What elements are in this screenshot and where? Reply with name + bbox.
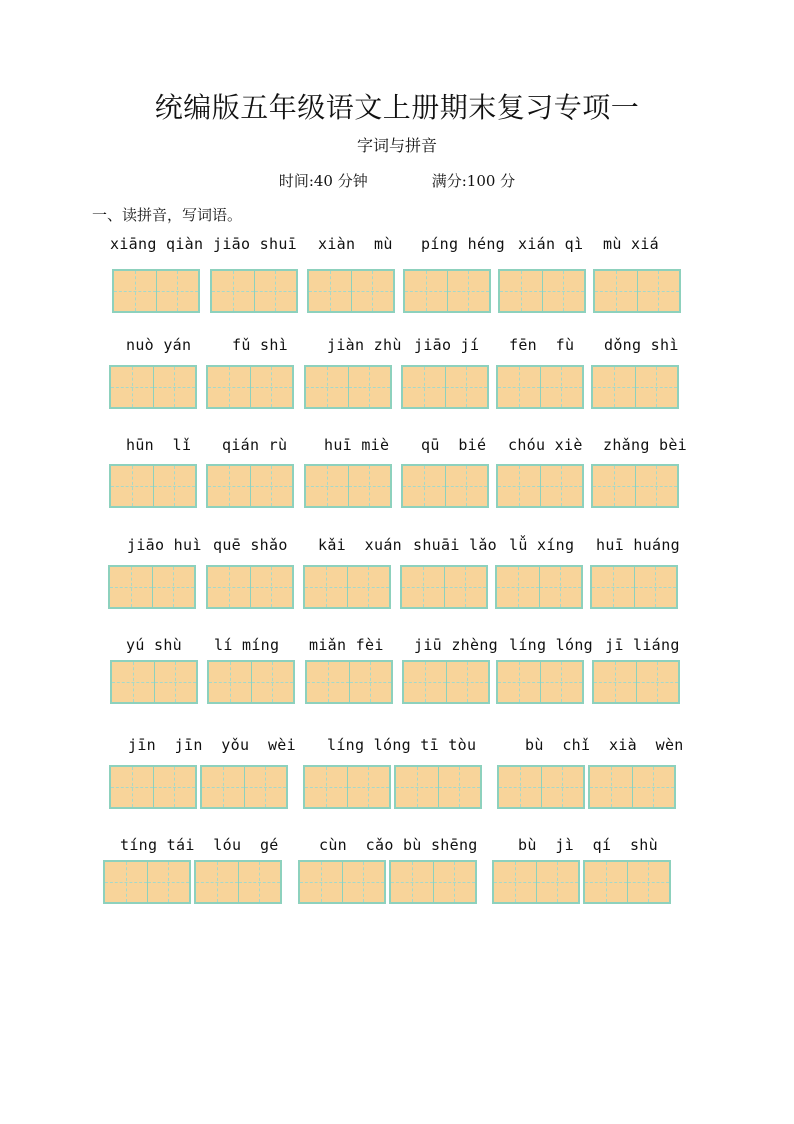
grid-cell[interactable] xyxy=(541,767,584,807)
pinyin-label: jiū zhèng xyxy=(414,636,498,654)
pinyin-label: lí míng xyxy=(214,636,280,654)
grid-cell[interactable] xyxy=(305,767,347,807)
pinyin-label: qián rù xyxy=(222,436,288,454)
grid-cell[interactable] xyxy=(632,767,675,807)
writing-grid[interactable] xyxy=(498,269,586,313)
pinyin-label: kǎi xuán xyxy=(318,536,402,554)
grid-cell[interactable] xyxy=(403,367,445,407)
grid-cell[interactable] xyxy=(111,367,153,407)
pinyin-label: píng héng xyxy=(421,235,505,253)
grid-cell[interactable] xyxy=(154,662,197,702)
writing-grid[interactable] xyxy=(403,269,491,313)
writing-grid[interactable] xyxy=(591,365,679,409)
grid-cell[interactable] xyxy=(499,767,541,807)
writing-grid[interactable] xyxy=(400,565,488,609)
grid-cell[interactable] xyxy=(110,567,152,607)
grid-cell[interactable] xyxy=(112,662,154,702)
grid-cell[interactable] xyxy=(244,767,287,807)
writing-grid[interactable] xyxy=(593,269,681,313)
grid-cell[interactable] xyxy=(342,862,385,902)
pinyin-label: mù xiá xyxy=(603,235,659,253)
pinyin-label: huī miè xyxy=(324,436,390,454)
writing-grid[interactable] xyxy=(109,464,197,508)
writing-grid[interactable] xyxy=(496,464,584,508)
grid-cell[interactable] xyxy=(438,767,481,807)
pinyin-label: bù chǐ xià wèn xyxy=(525,736,684,754)
pinyin-label: huī huáng xyxy=(596,536,680,554)
grid-cell[interactable] xyxy=(147,862,190,902)
pinyin-label: xiàn mù xyxy=(318,235,393,253)
writing-grid[interactable] xyxy=(304,365,392,409)
grid-cell[interactable] xyxy=(347,767,390,807)
grid-cell[interactable] xyxy=(498,466,540,506)
grid-cell[interactable] xyxy=(351,271,394,311)
grid-cell[interactable] xyxy=(238,862,281,902)
grid-cell[interactable] xyxy=(585,862,627,902)
grid-cell[interactable] xyxy=(209,662,251,702)
grid-cell[interactable] xyxy=(391,862,433,902)
writing-grid[interactable] xyxy=(588,765,676,809)
pinyin-label: nuò yán xyxy=(126,336,192,354)
grid-cell[interactable] xyxy=(637,271,680,311)
grid-cell[interactable] xyxy=(540,367,583,407)
writing-grid[interactable] xyxy=(495,565,583,609)
grid-cell[interactable] xyxy=(447,271,490,311)
writing-grid[interactable] xyxy=(305,660,393,704)
grid-cell[interactable] xyxy=(396,767,438,807)
time-limit: 时间:40 分钟 xyxy=(278,172,368,190)
writing-grid[interactable] xyxy=(103,860,191,904)
grid-cell[interactable] xyxy=(309,271,351,311)
grid-cell[interactable] xyxy=(593,466,635,506)
grid-cell[interactable] xyxy=(208,367,250,407)
writing-grid[interactable] xyxy=(401,464,489,508)
grid-cell[interactable] xyxy=(634,567,677,607)
writing-grid[interactable] xyxy=(389,860,477,904)
section-heading: 一、读拼音，写词语。 xyxy=(92,206,243,224)
grid-cell[interactable] xyxy=(250,466,293,506)
grid-cell[interactable] xyxy=(635,367,678,407)
grid-cell[interactable] xyxy=(114,271,156,311)
grid-cell[interactable] xyxy=(590,767,632,807)
grid-cell[interactable] xyxy=(494,862,536,902)
grid-cell[interactable] xyxy=(306,367,348,407)
pinyin-label: yú shù xyxy=(126,636,182,654)
grid-cell[interactable] xyxy=(402,567,444,607)
grid-cell[interactable] xyxy=(300,862,342,902)
pinyin-label: jiāo jí xyxy=(414,336,480,354)
pinyin-label: líng lóng xyxy=(509,636,593,654)
grid-cell[interactable] xyxy=(593,367,635,407)
grid-cell[interactable] xyxy=(446,662,489,702)
grid-cell[interactable] xyxy=(536,862,579,902)
pinyin-label: xiāng qiàn xyxy=(110,235,204,253)
grid-cell[interactable] xyxy=(500,271,542,311)
full-score: 满分:100 分 xyxy=(431,172,516,190)
pinyin-label: líng lóng tī tòu xyxy=(327,736,477,754)
grid-cell[interactable] xyxy=(307,662,349,702)
grid-cell[interactable] xyxy=(498,367,540,407)
writing-grid[interactable] xyxy=(298,860,386,904)
grid-cell[interactable] xyxy=(153,767,196,807)
pinyin-label: jiāo shuī xyxy=(213,235,297,253)
grid-cell[interactable] xyxy=(403,466,445,506)
grid-cell[interactable] xyxy=(254,271,297,311)
grid-cell[interactable] xyxy=(347,567,390,607)
pinyin-label: jī liáng xyxy=(605,636,680,654)
grid-cell[interactable] xyxy=(156,271,199,311)
writing-grid[interactable] xyxy=(303,565,391,609)
pinyin-label: zhǎng bèi xyxy=(603,436,687,454)
grid-cell[interactable] xyxy=(153,367,196,407)
pinyin-label: hūn lǐ xyxy=(126,436,192,454)
grid-cell[interactable] xyxy=(636,662,679,702)
pinyin-label: jiàn zhù xyxy=(327,336,402,354)
grid-cell[interactable] xyxy=(595,271,637,311)
writing-grid[interactable] xyxy=(303,765,391,809)
pinyin-label: qū bié xyxy=(421,436,487,454)
pinyin-label: tíng tái lóu gé xyxy=(120,836,279,854)
pinyin-label: jiāo huì xyxy=(127,536,202,554)
grid-cell[interactable] xyxy=(592,567,634,607)
writing-grid[interactable] xyxy=(200,765,288,809)
writing-grid[interactable] xyxy=(109,365,197,409)
writing-grid[interactable] xyxy=(210,269,298,313)
grid-cell[interactable] xyxy=(497,567,539,607)
writing-grid[interactable] xyxy=(110,660,198,704)
pinyin-label: dǒng shì xyxy=(604,336,679,354)
grid-cell[interactable] xyxy=(306,466,348,506)
pinyin-label: fēn fù xyxy=(509,336,575,354)
writing-grid[interactable] xyxy=(590,565,678,609)
writing-grid[interactable] xyxy=(401,365,489,409)
grid-cell[interactable] xyxy=(444,567,487,607)
grid-cell[interactable] xyxy=(405,271,447,311)
writing-grid[interactable] xyxy=(592,660,680,704)
pinyin-label: cùn cǎo bù shēng xyxy=(319,836,478,854)
writing-grid[interactable] xyxy=(207,660,295,704)
grid-cell[interactable] xyxy=(445,367,488,407)
page-title: 统编版五年级语文上册期末复习专项一 xyxy=(154,91,640,124)
grid-cell[interactable] xyxy=(540,662,583,702)
grid-cell[interactable] xyxy=(348,466,391,506)
grid-cell[interactable] xyxy=(208,466,250,506)
writing-grid[interactable] xyxy=(496,660,584,704)
grid-cell[interactable] xyxy=(404,662,446,702)
grid-cell[interactable] xyxy=(348,367,391,407)
grid-cell[interactable] xyxy=(152,567,195,607)
grid-cell[interactable] xyxy=(542,271,585,311)
grid-cell[interactable] xyxy=(627,862,670,902)
grid-cell[interactable] xyxy=(153,466,196,506)
writing-grid[interactable] xyxy=(307,269,395,313)
grid-cell[interactable] xyxy=(594,662,636,702)
exam-meta xyxy=(0,170,794,191)
writing-grid[interactable] xyxy=(304,464,392,508)
grid-cell[interactable] xyxy=(202,767,244,807)
pinyin-label: jīn jīn yǒu wèi xyxy=(128,736,296,754)
grid-cell[interactable] xyxy=(250,567,293,607)
pinyin-label: quē shǎo xyxy=(213,536,288,554)
writing-grid[interactable] xyxy=(109,765,197,809)
pinyin-label: chóu xiè xyxy=(508,436,583,454)
writing-grid[interactable] xyxy=(108,565,196,609)
writing-grid[interactable] xyxy=(206,365,294,409)
writing-grid[interactable] xyxy=(591,464,679,508)
writing-grid[interactable] xyxy=(497,765,585,809)
writing-grid[interactable] xyxy=(492,860,580,904)
writing-grid[interactable] xyxy=(402,660,490,704)
writing-grid[interactable] xyxy=(394,765,482,809)
writing-grid[interactable] xyxy=(206,565,294,609)
grid-cell[interactable] xyxy=(251,662,294,702)
pinyin-label: lǚ xíng xyxy=(509,536,575,554)
pinyin-label: fǔ shì xyxy=(232,336,288,354)
page-subtitle: 字词与拼音 xyxy=(356,136,437,155)
writing-grid[interactable] xyxy=(194,860,282,904)
writing-grid[interactable] xyxy=(206,464,294,508)
grid-cell[interactable] xyxy=(498,662,540,702)
writing-grid[interactable] xyxy=(583,860,671,904)
grid-cell[interactable] xyxy=(111,466,153,506)
grid-cell[interactable] xyxy=(196,862,238,902)
grid-cell[interactable] xyxy=(250,367,293,407)
pinyin-label: shuāi lǎo xyxy=(413,536,497,554)
grid-cell[interactable] xyxy=(111,767,153,807)
grid-cell[interactable] xyxy=(212,271,254,311)
pinyin-label: miǎn fèi xyxy=(309,636,384,654)
grid-cell[interactable] xyxy=(540,466,583,506)
writing-grid[interactable] xyxy=(112,269,200,313)
grid-cell[interactable] xyxy=(208,567,250,607)
grid-cell[interactable] xyxy=(445,466,488,506)
pinyin-label: bù jì qí shù xyxy=(518,836,658,854)
grid-cell[interactable] xyxy=(433,862,476,902)
writing-grid[interactable] xyxy=(496,365,584,409)
grid-cell[interactable] xyxy=(349,662,392,702)
grid-cell[interactable] xyxy=(105,862,147,902)
pinyin-label: xián qì xyxy=(518,235,584,253)
grid-cell[interactable] xyxy=(539,567,582,607)
grid-cell[interactable] xyxy=(635,466,678,506)
grid-cell[interactable] xyxy=(305,567,347,607)
